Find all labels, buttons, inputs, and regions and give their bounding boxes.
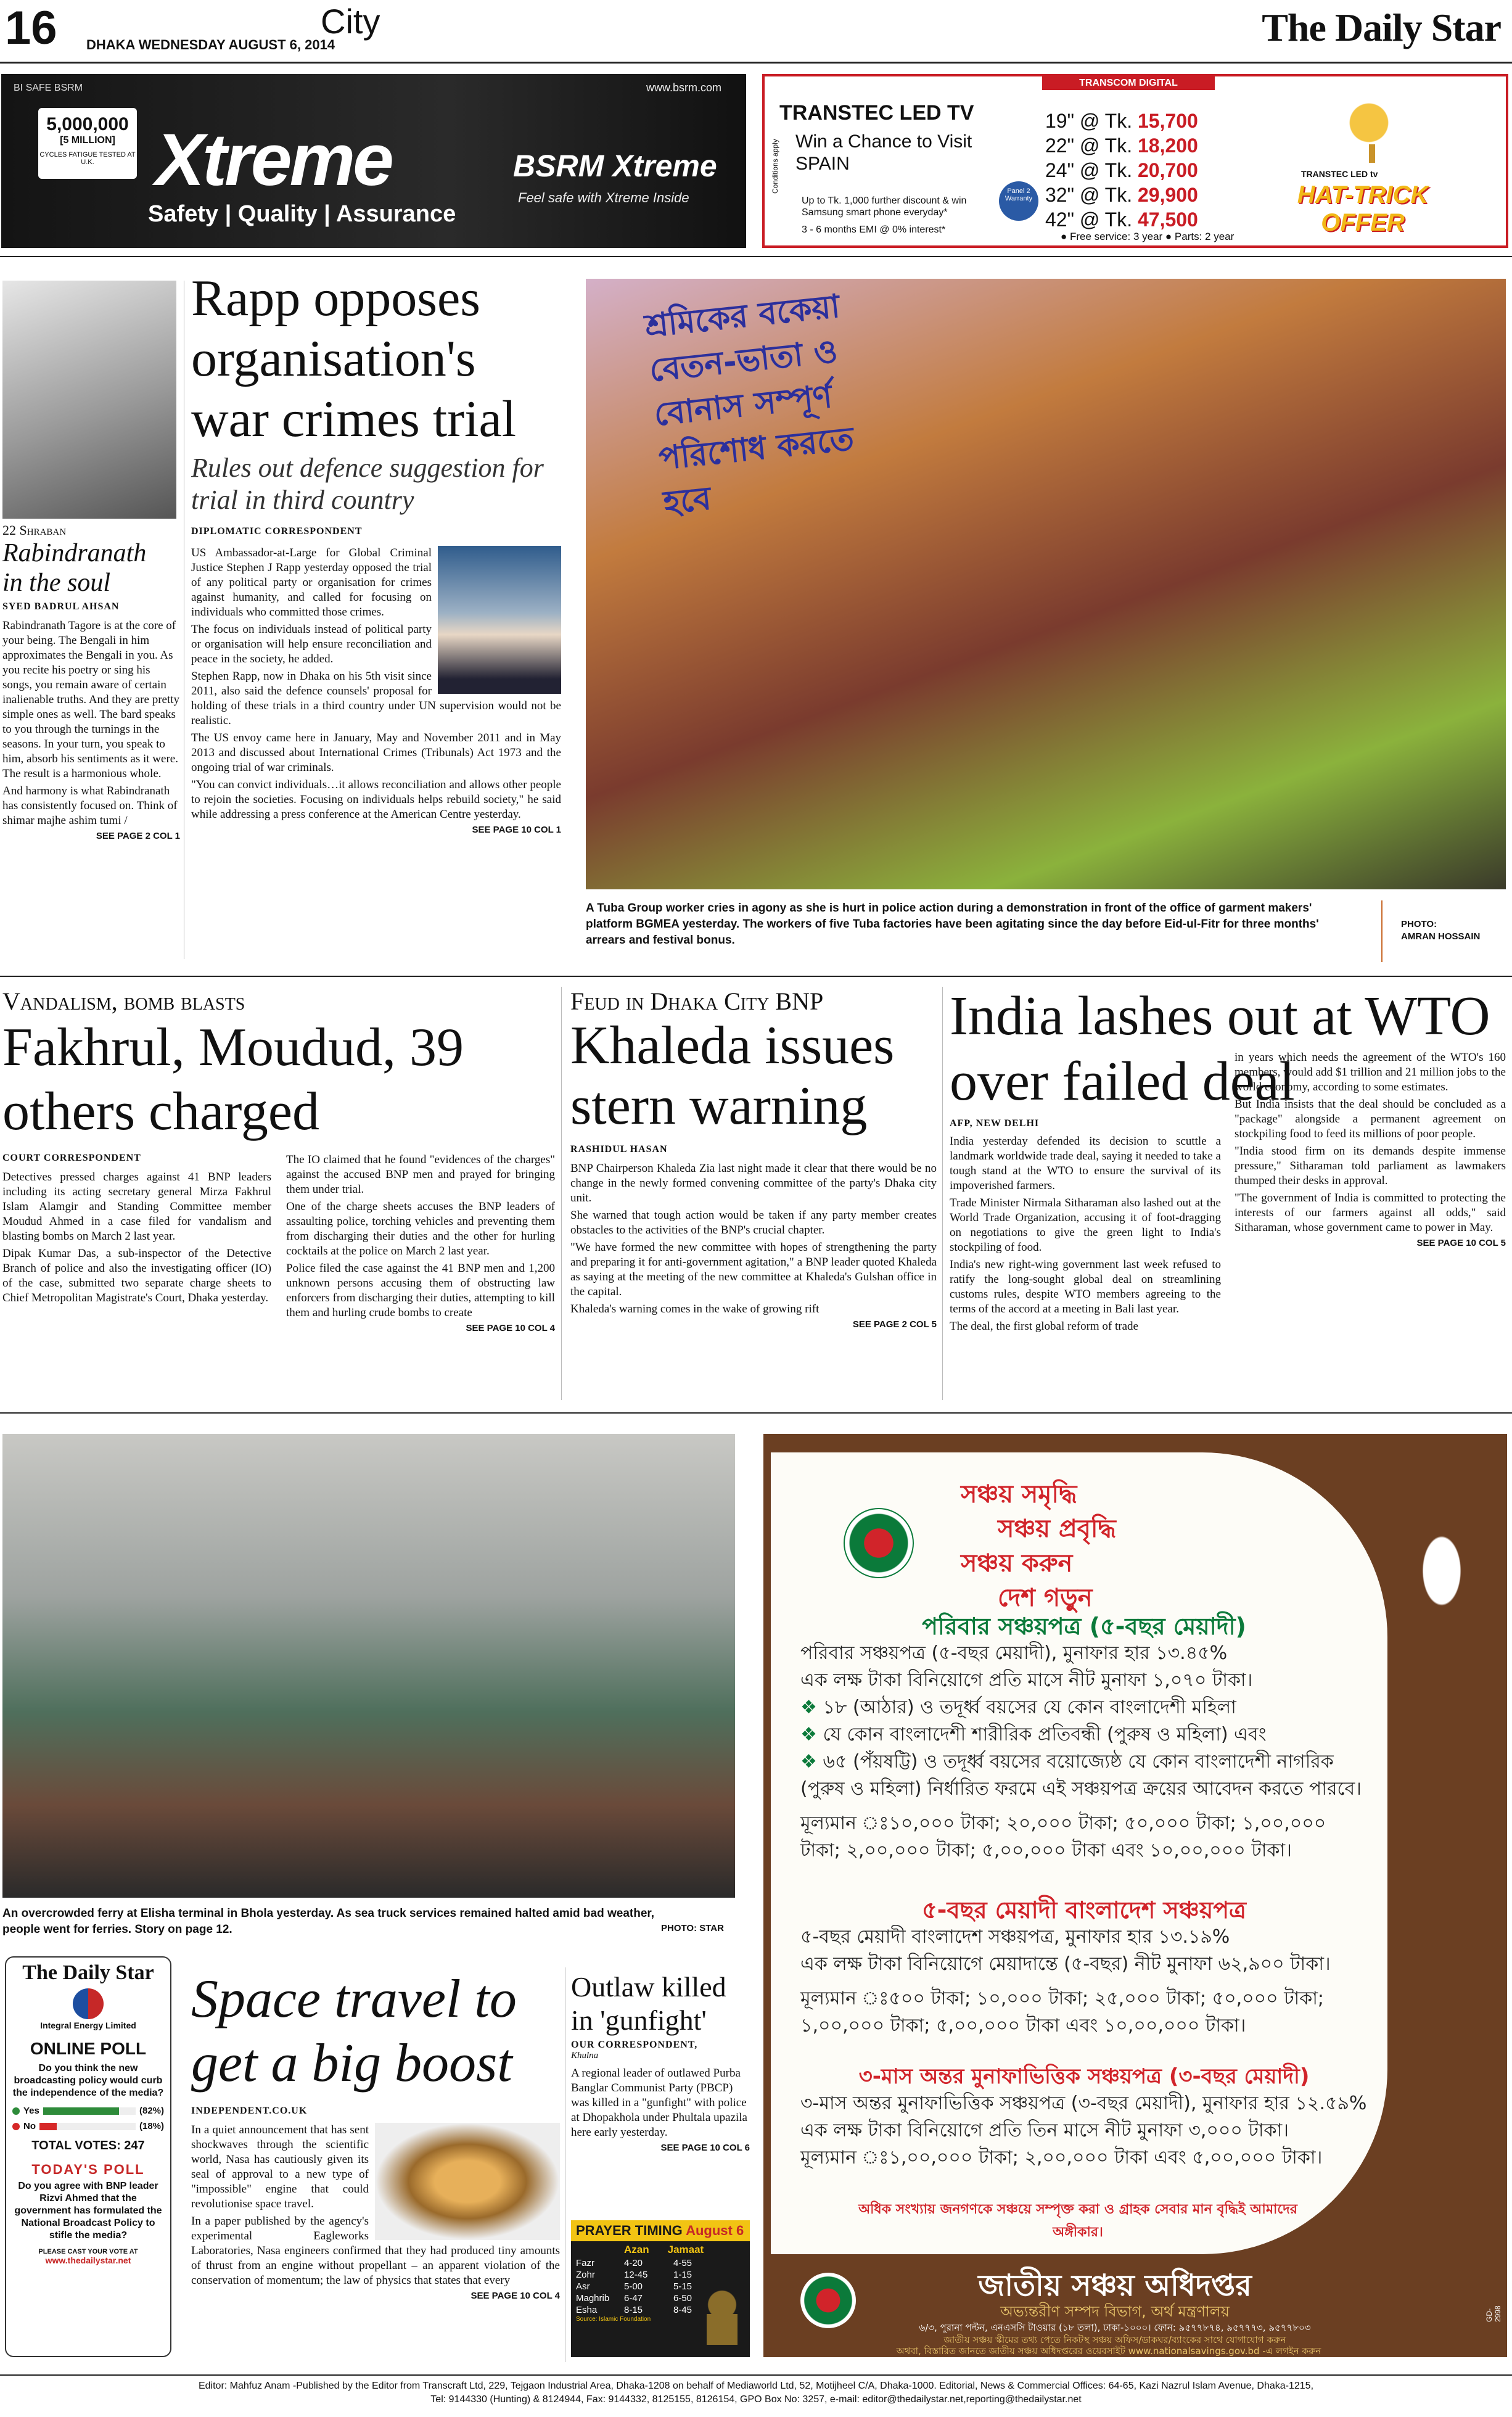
- fakhrul-story: [2, 987, 557, 1400]
- transtec-discount: Up to Tk. 1,000 further discount & win Samsung smart phone everyday*: [802, 196, 967, 218]
- khaleda-headline: Khaleda issues stern warning: [570, 1016, 895, 1136]
- rabindranath-byline: SYED BADRUL AHSAN: [2, 601, 120, 612]
- page-number: 16: [5, 2, 57, 54]
- lead-credit-label: PHOTO:: [1401, 919, 1437, 929]
- scheme-2-heading: ৫-বছর মেয়াদী বাংলাদেশ সঞ্চয়পত্র: [922, 1896, 1246, 1924]
- bsrm-ad: [1, 74, 746, 248]
- transtec-emi: 3 - 6 months EMI @ 0% interest*: [802, 224, 946, 235]
- space-p2: In a paper published by the agency's experimental Eagleworks Laboratories, Nasa engineers confirmed that they had produced tiny amounts of thrust from an engine without propellant – an apparent violation of the conservation of momentum; the law of physics that states that every: [191, 2215, 560, 2287]
- outlaw-headline: Outlaw killed in 'gunfight': [571, 1971, 726, 2036]
- savings-slogans: সঞ্চয় সমৃদ্ধি সঞ্চয় প্রবৃদ্ধি সঞ্চয় করুন দেশ গড়ুন: [961, 1480, 1116, 1612]
- bsrm-url: www.bsrm.com: [646, 81, 721, 94]
- eligibility-item: ❖ ৬৫ (পঁয়ষট্টি) ও তদূর্ধ্ব বয়সের বয়োজ্যেষ্ঠ যে কোন বাংলাদেশী নাগরিক (পুরুষ ও মহিলা) নির্ধারিত ফরমে এই সঞ্চয়পত্র ক্রয়ের আবেদন করতে পারবে।: [800, 1751, 1362, 1800]
- jamaat-time: 1-15: [673, 2270, 692, 2280]
- fatigue-badge: 5,000,000 [5 MILLION] CYCLES FATIGUE TESTED AT U.K.: [38, 108, 137, 179]
- prayer-title: PRAYER TIMING: [576, 2223, 683, 2238]
- dove-icon: [1405, 1526, 1479, 1637]
- government-seal-icon: [844, 1508, 914, 1578]
- price-row: 19" @ Tk. 15,700: [1045, 110, 1198, 132]
- india-p3: India's new right-wing government last week refused to ratify the long-sought global deal on streamlining customs rules, despite WTO members agreeing to the terms of the accord at a meeting in Bali last year.: [950, 1258, 1221, 1316]
- footer-line-1: Editor: Mahfuz Anam -Published by the Editor from Transcraft Ltd, 229, Tejgaon Industrial Area, Dhaka-1208 on behalf of Mediaworld Ltd, 52, Motijheel C/A, Dhaka-1000. Editorial, News & Commercial Offices: 64-65, Kazi Nazrul Islam Avenue, Dhaka-1215,: [198, 2381, 1314, 2391]
- col-divider: [561, 987, 562, 1400]
- service-note: ● Free service: 3 year ● Parts: 2 year: [1061, 231, 1235, 242]
- eligibility-item: ❖ ১৮ (আঠার) ও তদূর্ধ্ব বয়সের যে কোন বাংলাদেশী মহিলা: [800, 1697, 1236, 1718]
- price-row: 22" @ Tk. 18,200: [1045, 134, 1198, 157]
- caption-divider: [1381, 900, 1383, 962]
- savings-ad: [763, 1434, 1507, 2357]
- fakhrul-p5: Police filed the case against the 41 BNP men and 1,200 unknown persons accusing them of obstructing law enforcers from discharging their duties, attempting to kill them and hurling crude bombs to create: [286, 1262, 555, 1319]
- prayer-row: [571, 2257, 750, 2269]
- rapp-byline: DIPLOMATIC CORRESPONDENT: [191, 526, 363, 537]
- savings-org: জাতীয় সঞ্চয় অধিদপ্তর: [978, 2268, 1252, 2303]
- rapp-headline: Rapp opposes organisation's war crimes trial: [191, 270, 517, 448]
- poll-title: ONLINE POLL: [30, 2039, 147, 2058]
- india-story: [950, 984, 1507, 1400]
- daily-star-logo: The Daily Star: [1262, 6, 1501, 49]
- prayer-source: Source: Islamic Foundation: [576, 2316, 651, 2323]
- savings-footer-seal-icon: [800, 2273, 856, 2328]
- khaleda-p3: "We have formed the new committee with hopes of strengthening the party and preparing it for anti-government agitation," a BNP leader quoted Khaleda as saying at the meeting of the new committee at Khaleda's Gulshan office in the capital.: [570, 1241, 937, 1298]
- poll-cast-note: PLEASE CAST YOUR VOTE AT: [38, 2248, 138, 2255]
- ferry-caption: An overcrowded ferry at Elisha terminal in Bhola yesterday. As sea truck services remained halted amid bad weather, people went for ferries. Story on page 12.: [2, 1907, 655, 1936]
- space-story: [191, 1967, 560, 2362]
- space-jump: SEE PAGE 10 COL 4: [470, 2291, 560, 2301]
- rapp-photo: [438, 546, 561, 694]
- savings-address: ৬/৩, পুরানা পল্টন, এনএসসি টাওয়ার (১৮ তলা), ঢাকা-১০০০। ফোন: ৯৫৭৭৮৭৪, ৯৫৭৭৭৩, ৯৫৭৭৮০৩: [919, 2322, 1311, 2333]
- fakhrul-kicker: Vandalism, bomb blasts: [2, 987, 245, 1015]
- no-bar: [39, 2123, 136, 2130]
- lead-caption: A Tuba Group worker cries in agony as she is hurt in police action during a demonstration in front of the office of garment makers' platform BGMEA yesterday. The workers of five Tuba factories have been agitating since the day before Eid-ul-Fitr for three months' arrears and festival bonus.: [586, 902, 1319, 947]
- dateline: DHAKA WEDNESDAY AUGUST 6, 2014: [86, 37, 335, 52]
- fakhrul-p3: The IO claimed that he found "evidences of the charges" against the accused BNP men and prayed for bringing them under trial.: [286, 1153, 555, 1196]
- scheme-3-heading: ৩-মাস অন্তর মুনাফাভিত্তিক সঞ্চয়পত্র (৩-বছর মেয়াদী): [858, 2064, 1310, 2089]
- footer-line-2: Tel: 9144330 (Hunting) & 8124944, Fax: 9144332, 8125155, 8126154, GPO Box No: 3257, e-mail: editor@thedailystar.net,reporting@thedailystar.net: [430, 2394, 1082, 2405]
- india-p2: Trade Minister Nirmala Sitharaman also lashed out at the World Trade Organization, accusing it of foot-dragging on negotiations to give the green light to India's stockpiling of food.: [950, 1196, 1221, 1254]
- outlaw-jump: SEE PAGE 10 COL 6: [660, 2143, 750, 2153]
- india-p6: But India insists that the deal should be concluded as a "package" alongside a permanent agreement on stockpiling food to feed its millions of poor people.: [1235, 1098, 1506, 1140]
- savings-note: অধিক সংখ্যায় জনগণকে সঞ্চয়ে সম্পৃক্ত করা ও গ্রাহক সেবার মান বৃদ্ধিই আমাদের অঙ্গীকার।: [858, 2202, 1297, 2240]
- bsrm-slogan: Feel safe with Xtreme Inside: [518, 190, 689, 205]
- section-name: City: [321, 2, 380, 41]
- fakhrul-p1: Detectives pressed charges against 41 BNP leaders including its acting secretary general Mirza Fakhrul Islam Alamgir and Standing Committee member Moudud Ahmed in a case filed for vandalism and blasting bombs on March 2 last year.: [2, 1171, 271, 1243]
- savings-scheme-3: ৩-মাস অন্তর মুনাফাভিত্তিক সঞ্চয়পত্র (৩-বছর মেয়াদী) ৩-মাস অন্তর মুনাফাভিত্তিক সঞ্চয়পত্র (৩-বছর মেয়াদী), মুনাফার হার ১২.৫৯% এক লক্ষ টাকা বিনিয়োগে প্রতি তিন মাসে নীট মুনাফা ৩,০০০ টাকা। মূল্যমান ঃ১,০০,০০০ টাকা; ২,০০,০০০ টাকা এবং ৫,০০,০০০ টাকা।: [800, 2064, 1367, 2168]
- khaleda-jump: SEE PAGE 2 COL 5: [852, 1319, 937, 1330]
- eligibility-item: ❖ যে কোন বাংলাদেশী শারীরিক প্রতিবন্ধী (পুরুষ ও মহিলা) এবং: [800, 1724, 1267, 1745]
- rapp-p4: The US envoy came here in January, May and November 2011 and in May 2013 and discussed about International Crimes (Tribunals) Act 1973 and the ongoing trial of war criminals.: [191, 731, 561, 774]
- rapp-p1: US Ambassador-at-Large for Global Criminal Justice Stephen J Rapp yesterday opposed the trial of any political party or organisation for crimes against humanity, and called for focusing on individuals who committed those crimes.: [191, 546, 432, 619]
- top-rule: [0, 256, 1512, 257]
- protest-sign: শ্রমিকের বকেয়া বেতন-ভাতা ও বোনাস সম্পূর্ণ পরিশোধ করতে হবে: [643, 287, 856, 522]
- hat-trick-sub: TRANSTEC LED tv: [1301, 169, 1378, 179]
- scheme-1-heading: পরিবার সঞ্চয়পত্র (৫-বছর মেয়াদী): [922, 1613, 1246, 1640]
- rapp-p5: "You can convict individuals…it allows reconciliation and allows other people to rejoin the societies. Focusing on individuals helps rebuild society," he said while addressing a press conference at the American Centre yesterday.: [191, 778, 561, 821]
- mosque-icon: [701, 2283, 744, 2345]
- poll-total: TOTAL VOTES: 247: [31, 2139, 145, 2152]
- prayer-timing-box: [571, 2220, 750, 2357]
- outlaw-text: A regional leader of outlawed Purba Banglar Communist Party (PBCP) was killed in a "gunfight" with police at Dhopakhola under Phultala upazila here early yesterday.: [571, 2067, 747, 2139]
- savings-scheme-1: পরিবার সঞ্চয়পত্র (৫-বছর মেয়াদী) পরিবার সঞ্চয়পত্র (৫-বছর মেয়াদী), মুনাফার হার ১৩.৪৫% এক লক্ষ টাকা বিনিয়োগে প্রতি মাসে নীট মুনাফা ১,০৭০ টাকা। ❖ ১৮ (আঠার) ও তদূর্ধ্ব বয়সের যে কোন বাংলাদেশী মহিলা ❖ যে কোন বাংলাদেশী শারীরিক প্রতিবন্ধী (পুরুষ ও মহিলা) এবং ❖ ৬৫ (পঁয়ষট্টি) ও তদূর্ধ্ব বয়সের বয়োজ্যেষ্ঠ যে কোন বাংলাদেশী নাগরিক (পুরুষ ও মহিলা) নির্ধারিত ফরমে এই সঞ্চয়পত্র ক্রয়ের আবেদন করতে পারবে। মূল্যমান ঃ১০,০০০ টাকা; ২০,০০০ টাকা; ৫০,০০০ টাকা; ১,০০,০০০ টাকা; ২,০০,০০০ টাকা; ৫,০০,০০০ টাকা এবং ১০,০০,০০০ টাকা।: [800, 1613, 1368, 1864]
- price-row: 42" @ Tk. 47,500: [1045, 208, 1198, 231]
- bsrm-logo: BSRM Xtreme: [513, 149, 717, 183]
- transcom-header: TRANSCOM DIGITAL: [1042, 76, 1215, 90]
- prayer-date: August 6: [686, 2223, 744, 2238]
- trophy-icon: [1344, 101, 1394, 163]
- jamaat-header: Jamaat: [667, 2244, 704, 2255]
- khaleda-p2: She warned that tough action would be taken if any party member creates obstacles to the activities of the BNP's crucial chapter.: [570, 1209, 937, 1237]
- mid-rule: [0, 976, 1512, 977]
- lead-photo: [586, 279, 1506, 889]
- prayer-name: Maghrib: [576, 2293, 610, 2304]
- azan-time: 8-15: [624, 2305, 643, 2315]
- azan-time: 5-00: [624, 2281, 643, 2292]
- khaleda-p1: BNP Chairperson Khaleda Zia last night made it clear that there would be no change in the newly formed convening committee of the party's Dhaka city unit.: [570, 1162, 937, 1204]
- ferry-photo: [2, 1434, 735, 1898]
- xtreme-brand: Xtreme: [155, 118, 392, 201]
- prayer-name: Fazr: [576, 2258, 594, 2268]
- poll-sponsor: Integral Energy Limited: [40, 2020, 136, 2030]
- space-byline: INDEPENDENT.CO.UK: [191, 2106, 308, 2116]
- today-poll-title: TODAY'S POLL: [31, 2162, 145, 2177]
- bsrm-top-left: BI SAFE BSRM: [14, 83, 83, 93]
- today-poll-question: Do you agree with BNP leader Rizvi Ahmed that the government has formulated the National Broadcast Policy to stifle the media?: [14, 2181, 162, 2241]
- rabindranath-jump: SEE PAGE 2 COL 1: [96, 831, 180, 841]
- yes-dot-icon: [12, 2107, 20, 2115]
- tagore-portrait: [2, 281, 176, 519]
- khaleda-p4: Khaleda's warning comes in the wake of growing rift: [570, 1303, 820, 1316]
- prayer-row: [571, 2269, 750, 2281]
- outlaw-dateline: Khulna: [571, 2051, 599, 2061]
- no-dot-icon: [12, 2123, 20, 2130]
- jamaat-time: 5-15: [673, 2281, 692, 2292]
- jamaat-time: 4-55: [673, 2258, 692, 2268]
- ferry-credit: PHOTO: STAR: [661, 1923, 724, 1933]
- poll-result-no: No (18%): [12, 2121, 164, 2131]
- hat-trick-offer: HAT-TRICK OFFER: [1297, 181, 1429, 236]
- india-headline: India lashes out at WTO over failed deal: [950, 986, 1490, 1112]
- poll-question: Do you think the new broadcasting policy would curb the independence of the media?: [12, 2063, 164, 2098]
- space-p1: In a quiet announcement that has sent shockwaves through the scientific world, Nasa has cautiously given its seal of approval to a new type of "impossible" engine that could revolutionise space travel.: [191, 2123, 369, 2210]
- lead-credit-name: AMRAN HOSSAIN: [1401, 931, 1481, 942]
- jamaat-time: 6-50: [673, 2293, 692, 2304]
- online-poll: [5, 1956, 171, 2357]
- engine-photo: [375, 2123, 560, 2240]
- savings-web: অথবা, বিস্তারিত জানতে জাতীয় সঞ্চয় অধিদপ্তরের ওয়েবসাইট www.nationalsavings.gov.bd -এ লগইন করুন: [896, 2345, 1321, 2357]
- poll-logo: The Daily Star: [22, 1961, 154, 1984]
- india-p4: The deal, the first global reform of trade: [950, 1320, 1138, 1333]
- transtec-ad: [762, 74, 1508, 248]
- rapp-p3: Stephen Rapp, now in Dhaka on his 5th visit since 2011, also said the defence counsels' proposal for holding of these trials in a third country under UN supervision would not be realistic.: [191, 670, 561, 727]
- transtec-headline: Win a Chance to Visit SPAIN: [795, 131, 972, 174]
- india-p7: "India stood firm on its demands despite immense pressure," Sitharaman told parliament as lawmakers thumped their desks in approval.: [1235, 1145, 1506, 1187]
- warranty-badge: Panel 2 Warranty: [999, 181, 1038, 221]
- outlaw-story: [571, 1970, 750, 2217]
- lower-rule: [0, 1412, 1512, 1414]
- khaleda-story: [570, 987, 937, 1400]
- india-byline: AFP, NEW DELHI: [950, 1118, 1040, 1129]
- india-jump: SEE PAGE 10 COL 5: [1416, 1238, 1506, 1248]
- prayer-name: Zohr: [576, 2270, 595, 2280]
- azan-time: 6-47: [624, 2293, 643, 2304]
- rabindranath-text-2: And harmony is what Rabindranath has consistently focused on. Think of shimar majhe ashim tumi /: [2, 784, 178, 827]
- india-p1: India yesterday defended its decision to scuttle a landmark worldwide trade deal, saying it needed to take a tough stand at the WTO to ensure the survival of its impoverished farmers.: [950, 1135, 1221, 1192]
- transtec-brand: TRANSTEC LED TV: [779, 101, 974, 125]
- india-p8: "The government of India is committed to protecting the interests of our farmers against all odds," said Sitharaman, whose government came to power in May.: [1235, 1192, 1506, 1234]
- rabindranath-column: [2, 281, 180, 959]
- poll-result-yes: Yes (82%): [12, 2106, 164, 2116]
- rapp-p2: The focus on individuals instead of political party or organisation will help ensure reconciliation and peace in the society, he added.: [191, 623, 432, 665]
- rapp-jump: SEE PAGE 10 COL 1: [472, 825, 561, 835]
- savings-code: GD-2998: [1485, 2305, 1502, 2322]
- prayer-name: Asr: [576, 2281, 590, 2292]
- azan-header: Azan: [624, 2244, 649, 2255]
- masthead: [0, 0, 1512, 65]
- savings-ministry: অভ্যন্তরীণ সম্পদ বিভাগ, অর্থ মন্ত্রণালয়: [1000, 2303, 1230, 2320]
- footer-rule: [0, 2374, 1512, 2376]
- price-row: 32" @ Tk. 29,900: [1045, 184, 1198, 206]
- rabindranath-text: Rabindranath Tagore is at the core of your being. The Bengali in him approximates the Bengali in you. As you recite his poetry or sing his songs, you remain aware of certain inalienable truths. And they are pretty simple ones as well. The bard speaks to you through the turnings in the seasons. In your turn, you speak to him, absorb his sentiments as it were. The result is a harmonious whole.: [2, 619, 180, 780]
- energy-logo-icon: [73, 1988, 104, 2019]
- fakhrul-byline: COURT CORRESPONDENT: [2, 1153, 141, 1163]
- poll-url-link[interactable]: www.thedailystar.net: [45, 2255, 131, 2265]
- outlaw-byline: OUR CORRESPONDENT,: [571, 2040, 698, 2050]
- price-list: [1045, 109, 1230, 232]
- col-divider: [942, 987, 943, 1400]
- bsrm-tagline: Safety | Quality | Assurance: [148, 201, 456, 227]
- rabindranath-date: 22 Shraban: [2, 522, 67, 538]
- azan-time: 4-20: [624, 2258, 643, 2268]
- fakhrul-jump: SEE PAGE 10 COL 4: [466, 1323, 555, 1333]
- savings-contact: জাতীয় সঞ্চয় স্কীমের তথ্য পেতে নিকটস্থ সঞ্চয় অফিস/ডাকঘর/ব্যাংকের সাথে যোগাযোগ করুন: [943, 2334, 1286, 2345]
- azan-time: 12-45: [624, 2270, 648, 2280]
- fakhrul-p4: One of the charge sheets accuses the BNP leaders of assaulting police, torching vehicles and preventing them from discharging their duties and the other for hurling cocktails at the police on March 2 last year.: [286, 1200, 555, 1258]
- rapp-subhead: Rules out defence suggestion for trial in third country: [191, 453, 544, 515]
- jamaat-time: 8-45: [673, 2305, 692, 2315]
- fakhrul-p2: Dipak Kumar Das, a sub-inspector of the Detective Branch of police and also the investigating officer (IO) of the case, submitted two separate charge sheets to Chief Metropolitan Magistrate's Court, Dhaka yesterday.: [2, 1247, 271, 1304]
- masthead-rule: [0, 62, 1512, 64]
- footer-imprint: [0, 2379, 1512, 2407]
- yes-bar: [43, 2107, 136, 2115]
- savings-scheme-2: ৫-বছর মেয়াদী বাংলাদেশ সঞ্চয়পত্র ৫-বছর মেয়াদী বাংলাদেশ সঞ্চয়পত্র, মুনাফার হার ১৩.১৯% এক লক্ষ টাকা বিনিয়োগে মেয়াদান্তে (৫-বছর) নীট মুনাফা ৬২,৯০০ টাকা। মূল্যমান ঃ৫০০ টাকা; ১০,০০০ টাকা; ২৫,০০০ টাকা; ৫০,০০০ টাকা; ১,০০,০০০ টাকা; ৫,০০,০০০ টাকা এবং ১০,০০,০০০ টাকা।: [800, 1896, 1368, 2040]
- fakhrul-headline: Fakhrul, Moudud, 39 others charged: [2, 1018, 464, 1142]
- india-p5: in years which needs the agreement of the WTO's 160 members, would add $1 trillion and 21 million jobs to the world economy, according to some estimates.: [1235, 1051, 1506, 1093]
- space-headline: Space travel to get a big boost: [191, 1969, 517, 2093]
- conditions-note: Conditions apply: [771, 139, 779, 194]
- khaleda-byline: RASHIDUL HASAN: [570, 1144, 668, 1155]
- khaleda-kicker: Feud in Dhaka City BNP: [570, 987, 824, 1015]
- rabindranath-title: Rabindranath in the soul: [2, 539, 147, 597]
- rapp-story: [191, 268, 561, 959]
- prayer-name: Esha: [576, 2305, 598, 2315]
- price-row: 24" @ Tk. 20,700: [1045, 159, 1198, 181]
